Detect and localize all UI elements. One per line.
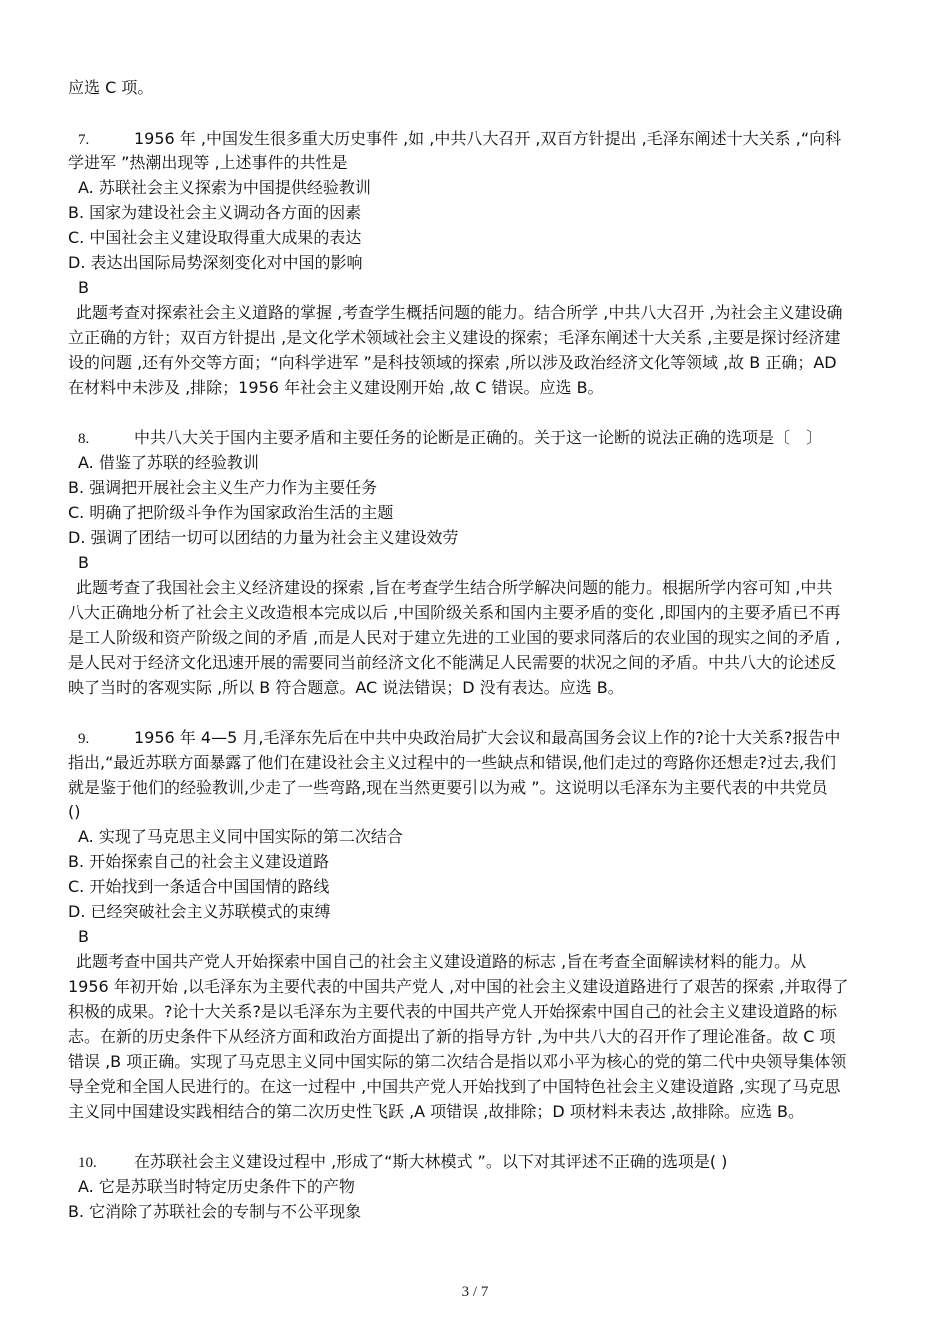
q9-explanation-line-6: 导全党和全国人民进行的。在这一过程中 ,中国共产党人开始找到了中国特色社会主义建设道路 ,实现了马克思	[68, 1077, 841, 1096]
q8-option-d: D. 强调了团结一切可以团结的力量为社会主义建设效劳	[68, 528, 459, 547]
q7-option-a: A. 苏联社会主义探索为中国提供经验教训	[78, 178, 371, 197]
q8-number: 8.	[78, 431, 90, 447]
q8-answer: B	[78, 553, 89, 572]
q10-number: 10.	[78, 1155, 97, 1171]
q7-option-d: D. 表达出国际局势深刻变化对中国的影响	[68, 253, 363, 272]
q7-stem-line-1	[78, 127, 841, 151]
q10-stem-text-1: 在苏联社会主义建设过程中 ,形成了“斯大林模式 ”。以下对其评述不正确的选项是( )	[134, 1152, 728, 1171]
q9-stem-text-1: 1956 年 4—5 月,毛泽东先后在中共中央政治局扩大会议和最高国务会议上作的?论十大关系?报告中	[134, 728, 841, 747]
q9-stem-line-3: 就是鉴于他们的经验教训,少走了一些弯路,现在当然更要引以为戒 ”。这说明以毛泽东为主要代表的中共党员	[68, 778, 828, 797]
q8-explanation-line-3: 是工人阶级和资产阶级之间的矛盾 ,而是人民对于建立先进的工业国的要求同落后的农业国的现实之间的矛盾 ,	[68, 628, 841, 647]
q7-explanation-line-1: 此题考查对探索社会主义道路的掌握 ,考查学生概括问题的能力。结合所学 ,中共八大召开 ,为社会主义建设确	[76, 303, 843, 322]
page-number: 3 / 7	[461, 1284, 489, 1300]
q7-explanation-line-2: 立正确的方针；双百方针提出 ,是文化学术领域社会主义建设的探索；毛泽东阐述十大关系 ,主要是探讨经济建	[68, 328, 841, 347]
q10-stem-line-1	[78, 1150, 727, 1174]
q9-explanation-line-7: 主义同中国建设实践相结合的第二次历史性飞跃 ,A 项错误 ,故排除；D 项材料未表达 ,故排除。应选 B。	[68, 1102, 805, 1121]
q9-stem-line-2: 指出,“最近苏联方面暴露了他们在建设社会主义过程中的一些缺点和错误,他们走过的弯路你还想走?过去,我们	[68, 753, 837, 772]
q9-option-c: C. 开始找到一条适合中国国情的路线	[68, 877, 330, 896]
q9-explanation-line-3: 积极的成果。?论十大关系?是以毛泽东为主要代表的中国共产党人开始探索中国自己的社会主义建设道路的标	[68, 1002, 837, 1021]
q9-answer: B	[78, 927, 89, 946]
q7-explanation-line-3: 设的问题 ,还有外交等方面；“向科学进军 ”是科技领域的探索 ,所以涉及政治经济文化等领域 ,故 B 正确；AD	[68, 353, 837, 372]
q9-option-b: B. 开始探索自己的社会主义建设道路	[68, 852, 330, 871]
q8-stem-line-1	[78, 426, 822, 450]
q7-stem-text-1: 1956 年 ,中国发生很多重大历史事件 ,如 ,中共八大召开 ,双百方针提出 ,毛泽东阐述十大关系 ,“向科	[134, 129, 842, 148]
q9-explanation-line-5: 错误 ,B 项正确。实现了马克思主义同中国实际的第二次结合是指以邓小平为核心的党的第二代中央领导集体领	[68, 1052, 847, 1071]
q9-option-a: A. 实现了马克思主义同中国实际的第二次结合	[78, 827, 403, 846]
q9-option-d: D. 已经突破社会主义苏联模式的束缚	[68, 902, 331, 921]
q7-number: 7.	[78, 132, 90, 148]
q10-option-b: B. 它消除了苏联社会的专制与不公平现象	[68, 1202, 362, 1221]
q10-option-a: A. 它是苏联当时特定历史条件下的产物	[78, 1177, 355, 1196]
q9-stem-line-4: ()	[68, 802, 81, 821]
q9-explanation-line-4: 志。在新的历史条件下从经济方面和政治方面提出了新的指导方针 ,为中共八大的召开作了理论准备。故 C 项	[68, 1027, 836, 1046]
q8-explanation-line-1: 此题考查了我国社会主义经济建设的探索 ,旨在考查学生结合所学解决问题的能力。根据所学内容可知 ,中共	[76, 578, 833, 597]
q8-explanation-line-2: 八大正确地分析了社会主义改造根本完成以后 ,中国阶级关系和国内主要矛盾的变化 ,即国内的主要矛盾已不再	[68, 603, 841, 622]
q7-option-b: B. 国家为建设社会主义调动各方面的因素	[68, 203, 362, 222]
q8-explanation-line-4: 是人民对于经济文化迅速开展的需要同当前经济文化不能满足人民需要的状况之间的矛盾。中共八大的论述反	[68, 653, 837, 672]
q7-stem-line-2: 学进军 ”热潮出现等 ,上述事件的共性是	[68, 153, 348, 172]
q8-option-a: A. 借鉴了苏联的经验教训	[78, 453, 259, 472]
q8-explanation-line-5: 映了当时的客观实际 ,所以 B 符合题意。AC 说法错误；D 没有表达。应选 B。	[68, 678, 624, 697]
q7-explanation-line-4: 在材料中未涉及 ,排除；1956 年社会主义建设刚开始 ,故 C 错误。应选 B。	[68, 378, 604, 397]
q8-option-b: B. 强调把开展社会主义生产力作为主要任务	[68, 478, 378, 497]
q9-explanation-line-2: 1956 年初开始 ,以毛泽东为主要代表的中国共产党人 ,对中国的社会主义建设道路进行了艰苦的探索 ,并取得了	[68, 977, 849, 996]
q9-explanation-line-1: 此题考查中国共产党人开始探索中国自己的社会主义建设道路的标志 ,旨在考查全面解读材料的能力。从	[76, 952, 807, 971]
q7-option-c: C. 中国社会主义建设取得重大成果的表达	[68, 228, 362, 247]
q8-stem-text-1: 中共八大关于国内主要矛盾和主要任务的论断是正确的。关于这一论断的说法正确的选项是〔 〕	[134, 428, 823, 447]
q7-answer: B	[78, 278, 89, 297]
lead-answer-line: 应选 C 项。	[68, 78, 154, 97]
q9-stem-line-1	[78, 726, 840, 750]
q9-number: 9.	[78, 731, 90, 747]
q8-option-c: C. 明确了把阶级斗争作为国家政治生活的主题	[68, 503, 394, 522]
